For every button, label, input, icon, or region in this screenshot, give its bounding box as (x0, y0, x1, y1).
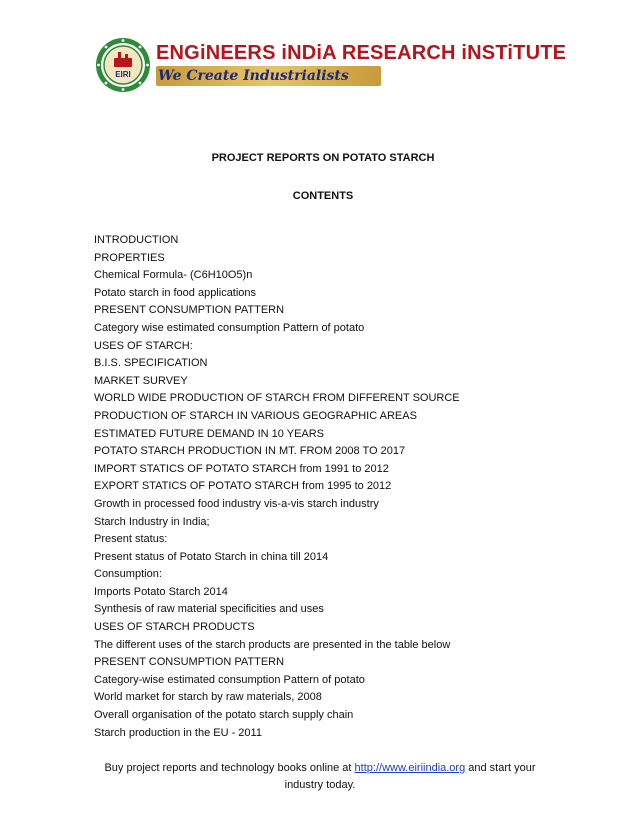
contents-item: Imports Potato Starch 2014 (94, 585, 228, 598)
contents-item: POTATO STARCH PRODUCTION IN MT. FROM 2008 TO 2017 (94, 445, 406, 458)
brand-name: ENGiNEERS iNDiA RESEARCH iNSTiTUTE (156, 42, 567, 64)
contents-list (94, 232, 460, 742)
contents-item: Chemical Formula- (C6H10O5)n (94, 269, 253, 282)
contents-item: Growth in processed food industry vis-a-vis starch industry (94, 497, 379, 510)
contents-item: PRESENT CONSUMPTION PATTERN (94, 304, 285, 317)
contents-item: USES OF STARCH PRODUCTS (94, 621, 255, 634)
contents-item: PRESENT CONSUMPTION PATTERN (94, 656, 285, 669)
contents-item: The different uses of the starch products are presented in the table below (94, 638, 451, 651)
contents-item: Overall organisation of the potato starch supply chain (94, 709, 354, 722)
contents-item: IMPORT STATICS OF POTATO STARCH from 1991 to 2012 (94, 462, 389, 475)
website-link[interactable]: http://www.eiriindia.org (354, 762, 466, 774)
contents-item: Present status of Potato Starch in china till 2014 (94, 550, 329, 563)
contents-item: World market for starch by raw materials, 2008 (94, 691, 322, 704)
contents-item: MARKET SURVEY (94, 374, 188, 387)
contents-item: Category-wise estimated consumption Pattern of potato (94, 673, 365, 686)
footer (100, 760, 540, 794)
contents-item: ESTIMATED FUTURE DEMAND IN 10 YEARS (94, 427, 325, 440)
footer-text-after: and start your industry today. (284, 762, 536, 791)
contents-item: Present status: (94, 533, 168, 546)
footer-text-before: Buy project reports and technology books online at (104, 762, 355, 774)
contents-item: Category wise estimated consumption Pattern of potato (94, 321, 365, 334)
contents-item: INTRODUCTION (94, 234, 179, 246)
contents-item: Consumption: (94, 568, 162, 581)
contents-item: WORLD WIDE PRODUCTION OF STARCH FROM DIFFERENT SOURCE (94, 392, 460, 405)
contents-item: Starch Industry in India; (94, 515, 210, 528)
company-logo (94, 36, 567, 96)
contents-heading: CONTENTS (292, 190, 354, 202)
contents-item: PRODUCTION OF STARCH IN VARIOUS GEOGRAPHIC AREAS (94, 409, 417, 422)
contents-item: Starch production in the EU - 2011 (94, 726, 262, 739)
contents-item: Potato starch in food applications (94, 286, 257, 299)
seal-icon (94, 36, 152, 94)
contents-item: PROPERTIES (94, 251, 165, 264)
contents-item: B.I.S. SPECIFICATION (94, 357, 208, 370)
contents-item: USES OF STARCH: (94, 339, 193, 352)
tagline: We Create Industrialists (158, 68, 349, 84)
contents-item: EXPORT STATICS OF POTATO STARCH from 1995 to 2012 (94, 480, 392, 493)
brand-block (156, 42, 566, 64)
seal-text: EIRI (115, 70, 131, 79)
document-title: PROJECT REPORTS ON POTATO STARCH (211, 152, 435, 164)
contents-item: Synthesis of raw material specificities and uses (94, 603, 324, 616)
